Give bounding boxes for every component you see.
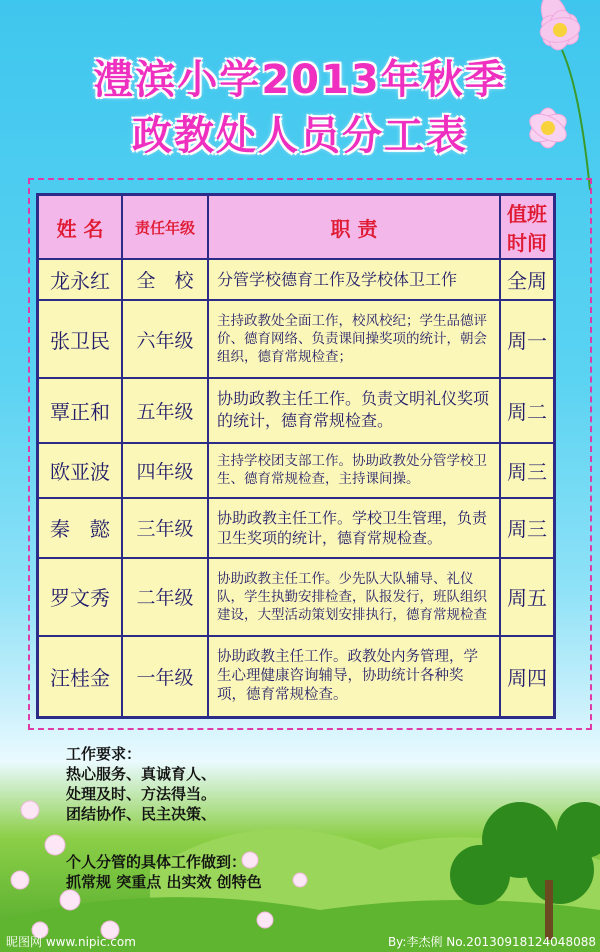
row-duty: 协助政教主任工作。政教处内务管理，学生心理健康咨询辅导，协助统计各种奖项，德育常规检查。 <box>208 636 500 718</box>
table-row <box>38 259 555 300</box>
requirements-line: 热心服务、真诚育人、 <box>66 765 217 783</box>
row-time: 周一 <box>500 300 555 378</box>
row-name: 张卫民 <box>38 300 123 378</box>
row-name: 欧亚波 <box>38 443 123 498</box>
header-time-line2: 时间 <box>507 231 547 255</box>
row-name: 龙永红 <box>38 259 123 300</box>
table-row <box>38 558 555 636</box>
personal-heading: 个人分管的具体工作做到： <box>66 853 247 871</box>
row-time: 周五 <box>500 558 555 636</box>
row-grade: 四年级 <box>122 443 208 498</box>
row-duty: 分管学校德育工作及学校体卫工作 <box>208 259 500 300</box>
row-grade: 六年级 <box>122 300 208 378</box>
personal-line: 抓常规 突重点 出实效 创特色 <box>66 873 262 891</box>
author-watermark: By:李杰俐 No.20130918124048088 <box>387 935 596 949</box>
personal-requirements-block <box>66 852 262 892</box>
table-header-row <box>38 195 555 260</box>
table-row <box>38 300 555 378</box>
duty-table <box>36 193 556 719</box>
table-row <box>38 636 555 718</box>
row-time: 全周 <box>500 259 555 300</box>
row-name: 秦 懿 <box>38 498 123 558</box>
row-duty: 主持学校团支部工作。协助政教处分管学校卫生、德育常规检查，主持课间操。 <box>208 443 500 498</box>
header-time <box>500 195 555 260</box>
table-row <box>38 443 555 498</box>
row-time: 周三 <box>500 498 555 558</box>
requirements-line: 团结协作、民主决策、 <box>66 805 217 823</box>
header-grade: 责任年级 <box>122 195 208 260</box>
row-name: 汪桂金 <box>38 636 123 718</box>
requirements-heading: 工作要求： <box>66 745 142 763</box>
row-name: 覃正和 <box>38 378 123 443</box>
row-name: 罗文秀 <box>38 558 123 636</box>
table-row <box>38 498 555 558</box>
row-duty: 协助政教主任工作。负责文明礼仪奖项的统计，德育常规检查。 <box>208 378 500 443</box>
row-grade: 五年级 <box>122 378 208 443</box>
row-duty: 主持政教处全面工作，校风校纪；学生品德评价、德育网络、负责课间操奖项的统计，朝会组织，德育常规检查； <box>208 300 500 378</box>
poster-title-line1: 澧滨小学2013年秋季 <box>93 57 507 103</box>
row-duty: 协助政教主任工作。学校卫生管理，负责卫生奖项的统计，德育常规检查。 <box>208 498 500 558</box>
header-duty: 职 责 <box>208 195 500 260</box>
table-row <box>38 378 555 443</box>
requirements-block <box>66 744 216 824</box>
row-duty: 协助政教主任工作。少先队大队辅导、礼仪队，学生执勤安排检查，队报发行，班队组织建设，大型活动策划安排执行，德育常规检查 <box>208 558 500 636</box>
header-time-line1: 值班 <box>507 202 547 226</box>
row-time: 周四 <box>500 636 555 718</box>
row-grade: 全 校 <box>122 259 208 300</box>
row-time: 周三 <box>500 443 555 498</box>
row-grade: 一年级 <box>122 636 208 718</box>
row-time: 周二 <box>500 378 555 443</box>
requirements-line: 处理及时、方法得当。 <box>66 785 217 803</box>
poster-title-line2: 政教处人员分工表 <box>132 113 468 159</box>
row-grade: 二年级 <box>122 558 208 636</box>
header-name: 姓 名 <box>38 195 123 260</box>
site-watermark: 昵图网 www.nipic.com <box>6 935 136 949</box>
row-grade: 三年级 <box>122 498 208 558</box>
